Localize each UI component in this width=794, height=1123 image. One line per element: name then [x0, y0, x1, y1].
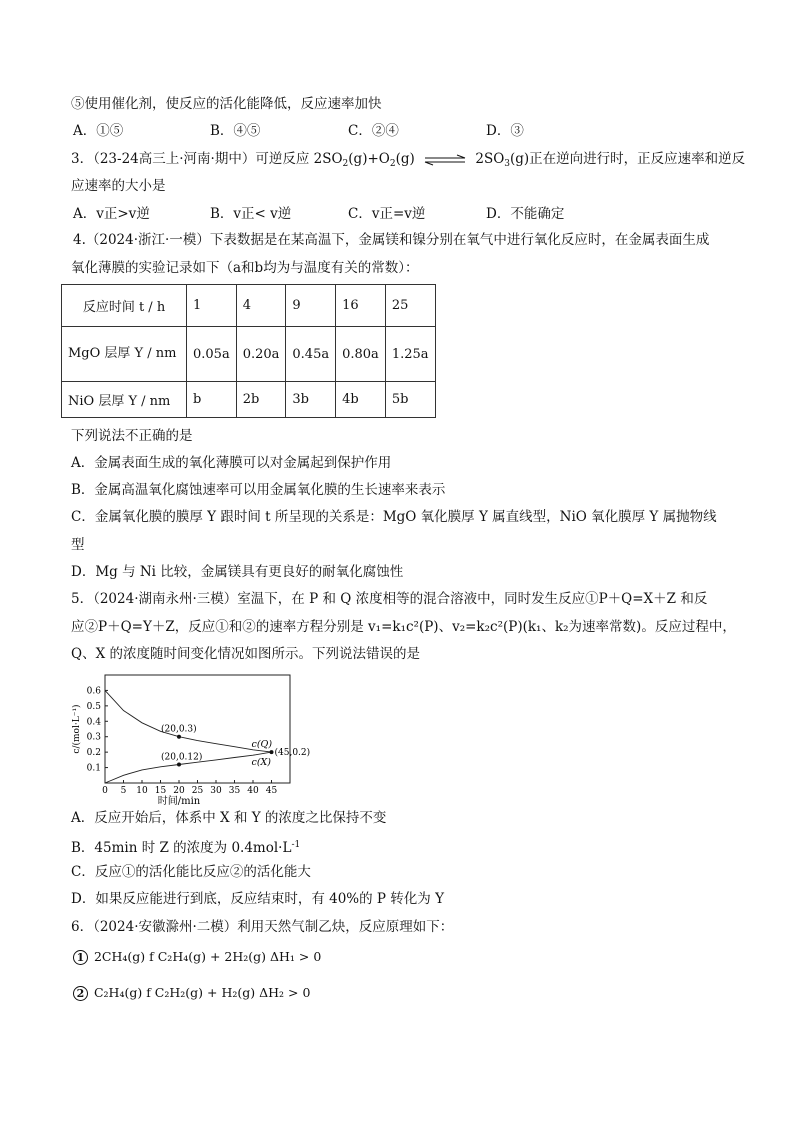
- x-tick-label: 25: [191, 786, 204, 796]
- x-tick-label: 10: [136, 786, 148, 796]
- q4-option-a: A．金属表面生成的氧化薄膜可以对金属起到保护作用: [71, 455, 392, 471]
- q5-line3: Q、X 的浓度随时间变化情况如图所示。下列说法错误的是: [71, 646, 420, 662]
- q6-line1: 6．（2024·安徽滁州·二模）利用天然气制乙炔，反应原理如下：: [71, 919, 454, 935]
- annotation-label: (20,0.12): [161, 752, 203, 763]
- table-cell: 0.80a: [336, 327, 386, 382]
- table-cell: 2b: [236, 382, 286, 418]
- q5-option-a: A．反应开始后，体系中 X 和 Y 的浓度之比保持不变: [71, 810, 387, 826]
- table-cell: b: [187, 382, 237, 418]
- q4-option-c-cont: 型: [71, 537, 85, 553]
- equation-1: 1 2CH₄(g) f C₂H₄(g) + 2H₂(g) ΔH₁ > 0: [73, 949, 321, 965]
- table-header-cell: 16: [336, 285, 386, 327]
- y-tick-label: 0.3: [86, 732, 101, 743]
- y-tick-label: 0.2: [86, 748, 101, 759]
- table-header-cell: 反应时间 t / h: [62, 285, 187, 327]
- table-cell: MgO 层厚 Y / nm: [62, 327, 187, 382]
- series-line: [105, 690, 272, 752]
- y-tick-label: 0.6: [86, 686, 101, 697]
- table-cell: 0.05a: [187, 327, 237, 382]
- q5-option-d: D．如果反应能进行到底，反应结束时，有 40%的 P 转化为 Y: [71, 891, 444, 907]
- table-header-row: [62, 285, 436, 327]
- option-c: C．②④: [348, 123, 399, 139]
- table-cell: 5b: [385, 382, 435, 418]
- equation-2: 2 C₂H₄(g) f C₂H₂(g) + H₂(g) ΔH₂ > 0: [73, 985, 310, 1001]
- circled-number-icon: 1: [73, 950, 88, 965]
- circled-number-icon: 2: [73, 986, 88, 1001]
- table-header-cell: 25: [385, 285, 435, 327]
- table-cell: 0.45a: [286, 327, 336, 382]
- x-tick-label: 45: [265, 786, 278, 796]
- series-label: c(X): [251, 757, 271, 769]
- table-header-cell: 1: [187, 285, 237, 327]
- q4-line2: 氧化薄膜的实验记录如下（a和b均为与温度有关的常数）：: [71, 260, 419, 276]
- y-tick-label: 0.1: [86, 763, 101, 774]
- q4-option-c: C．金属氧化膜的膜厚 Y 跟时间 t 所呈现的关系是：MgO 氧化膜厚 Y 属直线型，NiO 氧化膜厚 Y 属抛物线: [71, 509, 717, 525]
- x-axis-label: 时间/min: [157, 796, 201, 805]
- table-cell: NiO 层厚 Y / nm: [62, 382, 187, 418]
- q3-option-b: B．v正< v逆: [210, 206, 292, 222]
- table-row: [62, 327, 436, 382]
- q4-option-b: B．金属高温氧化腐蚀速率可以用金属氧化膜的生长速率来表示: [71, 482, 446, 498]
- concentration-time-chart: [70, 670, 310, 805]
- q5-line2: 应②P＋Q=Y＋Z，反应①和②的速率方程分别是 v₁=k₁c²(P)、v₂=k₂c²(P)(k₁、k₂为速率常数)。反应过程中，: [71, 619, 736, 635]
- q5-option-c: C．反应①的活化能比反应②的活化能大: [71, 864, 311, 880]
- series-label: c(Q): [251, 739, 273, 751]
- q4-option-d: D．Mg 与 Ni 比较，金属镁具有更良好的耐氧化腐蚀性: [71, 564, 404, 580]
- q5-line1: 5．（2024·湖南永州·三模）室温下，在 P 和 Q 浓度相等的混合溶液中，同时发生反应①P＋Q=X＋Z 和反: [71, 591, 708, 607]
- q3-line2: 应速率的大小是: [71, 178, 166, 194]
- q3-option-d: D．不能确定: [486, 206, 565, 222]
- item5-text: ⑤使用催化剂，使反应的活化能降低，反应速率加快: [71, 96, 382, 112]
- y-tick-label: 0.4: [86, 717, 101, 728]
- table-cell: 4b: [336, 382, 386, 418]
- y-axis-label: c/(mol·L⁻¹): [72, 704, 82, 754]
- q4-line1: 4.（2024·浙江·一模）下表数据是在某高温下，金属镁和镍分别在氧气中进行氧化反应时，在金属表面生成: [73, 232, 710, 248]
- annotation-point: [270, 750, 274, 754]
- annotation-point: [177, 735, 181, 739]
- q3-line1: 3．（23-24高三上·河南·期中）可逆反应 $2SO_2(g)+O_2(g)$ $2SO_3(g)$正在逆向进行时，正反应速率和逆反: [71, 151, 746, 169]
- annotation-point: [177, 762, 181, 766]
- q4-stem: 下列说法不正确的是: [71, 428, 193, 444]
- x-tick-label: 40: [247, 786, 259, 796]
- y-tick-label: 0.5: [86, 701, 101, 712]
- oxide-thickness-table: [61, 284, 436, 418]
- table-cell: 1.25a: [385, 327, 435, 382]
- q3-option-a: A．v正>v逆: [73, 206, 150, 222]
- q5-option-b: B．45min 时 Z 的浓度为 $0.4mol\cdot L^{-1}$: [71, 840, 301, 856]
- option-b: B．④⑤: [210, 123, 261, 139]
- table-header-cell: 9: [286, 285, 336, 327]
- x-tick-label: 5: [120, 786, 127, 796]
- q3-option-c: C．v正=v逆: [348, 206, 426, 222]
- table-cell: 0.20a: [236, 327, 286, 382]
- option-a: A．①⑤: [73, 123, 124, 139]
- x-tick-label: 30: [210, 786, 222, 796]
- x-tick-label: 35: [228, 786, 241, 796]
- option-d: D．③: [486, 123, 524, 139]
- reversible-arrow-icon: [423, 154, 467, 166]
- table-header-cell: 4: [236, 285, 286, 327]
- x-tick-label: 15: [154, 786, 167, 796]
- annotation-label: (20,0.3): [161, 724, 197, 735]
- annotation-label: (45,0.2): [274, 748, 310, 759]
- x-tick-label: 0: [102, 786, 108, 796]
- x-tick-label: 20: [173, 786, 185, 796]
- table-row: [62, 382, 436, 418]
- table-cell: 3b: [286, 382, 336, 418]
